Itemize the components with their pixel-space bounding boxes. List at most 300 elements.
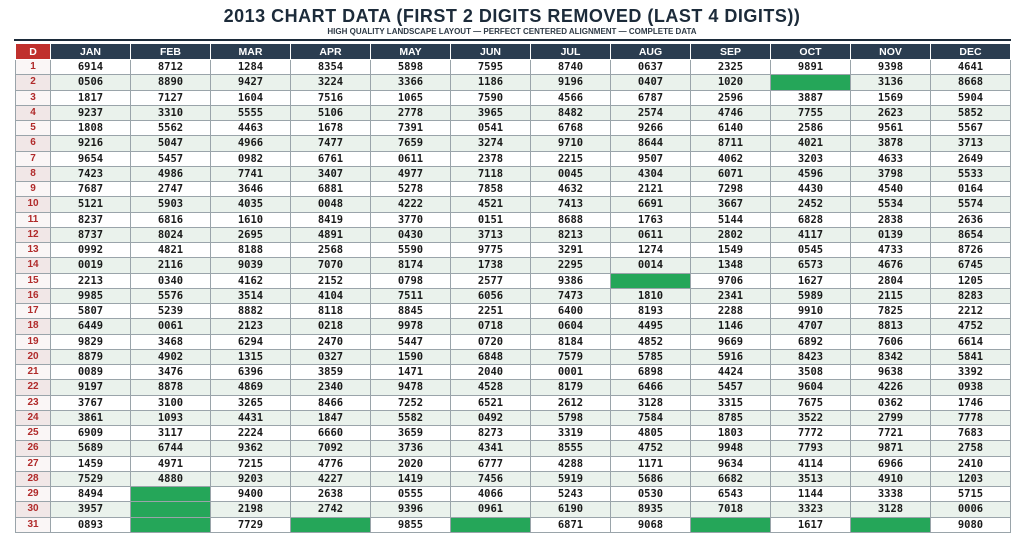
value-cell-may: 3366 xyxy=(371,75,451,90)
table-row xyxy=(16,227,1011,242)
value-cell-sep: 1146 xyxy=(691,319,771,334)
value-cell-mar: 9362 xyxy=(211,441,291,456)
value-cell-apr: 8466 xyxy=(291,395,371,410)
value-cell-nov: 1569 xyxy=(851,90,931,105)
value-cell-jun: 7118 xyxy=(451,166,531,181)
page-title: 2013 CHART DATA (FIRST 2 DIGITS REMOVED (LAST 4 DIGITS)) xyxy=(223,6,801,26)
value-cell-apr: 2152 xyxy=(291,273,371,288)
value-cell-nov: 4733 xyxy=(851,243,931,258)
value-cell-sep: 7298 xyxy=(691,182,771,197)
month-header-apr: APR xyxy=(291,44,371,60)
value-cell-sep: 6543 xyxy=(691,487,771,502)
table-row xyxy=(16,380,1011,395)
day-label: 31 xyxy=(16,517,51,532)
value-cell-jul: 6871 xyxy=(531,517,611,532)
value-cell-apr: 2742 xyxy=(291,502,371,517)
value-cell-aug: 0014 xyxy=(611,258,691,273)
month-header-mar: MAR xyxy=(211,44,291,60)
value-cell-sep: 1549 xyxy=(691,243,771,258)
value-cell-apr: 3407 xyxy=(291,166,371,181)
table-row xyxy=(16,197,1011,212)
value-cell-may: 7252 xyxy=(371,395,451,410)
value-cell-dec: 1203 xyxy=(931,471,1011,486)
value-cell-dec: 7778 xyxy=(931,410,1011,425)
empty-cell-marker xyxy=(451,517,531,532)
value-cell-nov: 2623 xyxy=(851,105,931,120)
value-cell-jul: 8184 xyxy=(531,334,611,349)
value-cell-dec: 5533 xyxy=(931,166,1011,181)
value-cell-feb: 3468 xyxy=(131,334,211,349)
value-cell-aug: 4304 xyxy=(611,166,691,181)
day-label: 23 xyxy=(16,395,51,410)
value-cell-oct: 2452 xyxy=(771,197,851,212)
value-cell-may: 5278 xyxy=(371,182,451,197)
value-cell-mar: 9203 xyxy=(211,471,291,486)
value-cell-jan: 6449 xyxy=(51,319,131,334)
value-cell-dec: 3392 xyxy=(931,365,1011,380)
value-cell-jan: 1459 xyxy=(51,456,131,471)
value-cell-feb: 0340 xyxy=(131,273,211,288)
value-cell-feb: 8878 xyxy=(131,380,211,395)
value-cell-feb: 6816 xyxy=(131,212,211,227)
value-cell-mar: 9427 xyxy=(211,75,291,90)
value-cell-mar: 4035 xyxy=(211,197,291,212)
value-cell-mar: 7729 xyxy=(211,517,291,532)
day-label: 4 xyxy=(16,105,51,120)
value-cell-feb: 8024 xyxy=(131,227,211,242)
value-cell-feb: 4902 xyxy=(131,349,211,364)
value-cell-aug: 2574 xyxy=(611,105,691,120)
value-cell-oct: 3887 xyxy=(771,90,851,105)
value-cell-jul: 9710 xyxy=(531,136,611,151)
value-cell-nov: 3798 xyxy=(851,166,931,181)
value-cell-mar: 1284 xyxy=(211,60,291,75)
value-cell-feb: 1093 xyxy=(131,410,211,425)
value-cell-sep: 2341 xyxy=(691,288,771,303)
value-cell-dec: 5852 xyxy=(931,105,1011,120)
value-cell-jun: 1186 xyxy=(451,75,531,90)
value-cell-aug: 5686 xyxy=(611,471,691,486)
value-cell-mar: 6294 xyxy=(211,334,291,349)
value-cell-nov: 2799 xyxy=(851,410,931,425)
value-cell-jul: 0045 xyxy=(531,166,611,181)
value-cell-oct: 7793 xyxy=(771,441,851,456)
value-cell-sep: 6682 xyxy=(691,471,771,486)
value-cell-may: 5590 xyxy=(371,243,451,258)
day-label: 8 xyxy=(16,166,51,181)
value-cell-jan: 7687 xyxy=(51,182,131,197)
value-cell-aug: 2121 xyxy=(611,182,691,197)
day-label: 27 xyxy=(16,456,51,471)
day-label: 15 xyxy=(16,273,51,288)
value-cell-aug: 9507 xyxy=(611,151,691,166)
value-cell-may: 5898 xyxy=(371,60,451,75)
value-cell-jan: 0893 xyxy=(51,517,131,532)
value-cell-mar: 8188 xyxy=(211,243,291,258)
value-cell-may: 3736 xyxy=(371,441,451,456)
value-cell-jan: 0089 xyxy=(51,365,131,380)
value-cell-mar: 9039 xyxy=(211,258,291,273)
value-cell-may: 8845 xyxy=(371,304,451,319)
value-cell-jul: 7579 xyxy=(531,349,611,364)
value-cell-sep: 9669 xyxy=(691,334,771,349)
value-cell-jun: 6848 xyxy=(451,349,531,364)
day-label: 13 xyxy=(16,243,51,258)
value-cell-may: 8174 xyxy=(371,258,451,273)
value-cell-jun: 7590 xyxy=(451,90,531,105)
value-cell-apr: 3859 xyxy=(291,365,371,380)
month-header-feb: FEB xyxy=(131,44,211,60)
table-row xyxy=(16,121,1011,136)
value-cell-jan: 8737 xyxy=(51,227,131,242)
value-cell-aug: 0407 xyxy=(611,75,691,90)
value-cell-aug: 9266 xyxy=(611,121,691,136)
value-cell-dec: 5904 xyxy=(931,90,1011,105)
value-cell-nov: 4676 xyxy=(851,258,931,273)
value-cell-jul: 5798 xyxy=(531,410,611,425)
value-cell-jan: 8879 xyxy=(51,349,131,364)
value-cell-jun: 2251 xyxy=(451,304,531,319)
value-cell-mar: 7741 xyxy=(211,166,291,181)
value-cell-nov: 2115 xyxy=(851,288,931,303)
value-cell-may: 0798 xyxy=(371,273,451,288)
value-cell-may: 7511 xyxy=(371,288,451,303)
value-cell-dec: 7683 xyxy=(931,426,1011,441)
empty-cell-marker xyxy=(771,75,851,90)
table-body xyxy=(16,60,1011,533)
table-row xyxy=(16,60,1011,75)
value-cell-feb: 5562 xyxy=(131,121,211,136)
value-cell-nov: 7721 xyxy=(851,426,931,441)
value-cell-jan: 5121 xyxy=(51,197,131,212)
value-cell-jul: 5243 xyxy=(531,487,611,502)
value-cell-sep: 1020 xyxy=(691,75,771,90)
value-cell-jul: 8179 xyxy=(531,380,611,395)
value-cell-oct: 3323 xyxy=(771,502,851,517)
value-cell-feb: 0061 xyxy=(131,319,211,334)
day-label: 11 xyxy=(16,212,51,227)
value-cell-oct: 4114 xyxy=(771,456,851,471)
value-cell-dec: 2758 xyxy=(931,441,1011,456)
value-cell-jun: 0151 xyxy=(451,212,531,227)
value-cell-nov: 9561 xyxy=(851,121,931,136)
value-cell-sep: 2288 xyxy=(691,304,771,319)
value-cell-aug: 4495 xyxy=(611,319,691,334)
value-cell-aug: 0611 xyxy=(611,227,691,242)
empty-cell-marker xyxy=(611,273,691,288)
value-cell-jul: 2612 xyxy=(531,395,611,410)
value-cell-oct: 6892 xyxy=(771,334,851,349)
value-cell-aug: 6898 xyxy=(611,365,691,380)
value-cell-sep: 2802 xyxy=(691,227,771,242)
value-cell-apr: 4891 xyxy=(291,227,371,242)
value-cell-sep: 9948 xyxy=(691,441,771,456)
value-cell-may: 1471 xyxy=(371,365,451,380)
day-column-header: D xyxy=(16,44,51,60)
value-cell-apr: 2340 xyxy=(291,380,371,395)
value-cell-aug: 8644 xyxy=(611,136,691,151)
value-cell-sep: 8785 xyxy=(691,410,771,425)
value-cell-nov: 5534 xyxy=(851,197,931,212)
value-cell-oct: 3513 xyxy=(771,471,851,486)
day-label: 17 xyxy=(16,304,51,319)
value-cell-nov: 9871 xyxy=(851,441,931,456)
header-row xyxy=(16,44,1011,60)
value-cell-jan: 7423 xyxy=(51,166,131,181)
table-row xyxy=(16,319,1011,334)
value-cell-mar: 2123 xyxy=(211,319,291,334)
table-row xyxy=(16,75,1011,90)
value-cell-sep: 4424 xyxy=(691,365,771,380)
value-cell-nov: 2804 xyxy=(851,273,931,288)
table-row xyxy=(16,365,1011,380)
value-cell-jan: 9237 xyxy=(51,105,131,120)
table-row xyxy=(16,349,1011,364)
value-cell-apr: 7092 xyxy=(291,441,371,456)
value-cell-oct: 8423 xyxy=(771,349,851,364)
value-cell-jul: 2215 xyxy=(531,151,611,166)
value-cell-jun: 0720 xyxy=(451,334,531,349)
value-cell-jan: 9654 xyxy=(51,151,131,166)
month-header-jun: JUN xyxy=(451,44,531,60)
value-cell-dec: 4641 xyxy=(931,60,1011,75)
value-cell-mar: 2198 xyxy=(211,502,291,517)
value-cell-oct: 4430 xyxy=(771,182,851,197)
value-cell-jan: 9829 xyxy=(51,334,131,349)
value-cell-may: 9855 xyxy=(371,517,451,532)
value-cell-sep: 4746 xyxy=(691,105,771,120)
value-cell-oct: 1144 xyxy=(771,487,851,502)
month-header-nov: NOV xyxy=(851,44,931,60)
value-cell-jan: 0019 xyxy=(51,258,131,273)
value-cell-jun: 6777 xyxy=(451,456,531,471)
value-cell-aug: 6787 xyxy=(611,90,691,105)
value-cell-nov: 0139 xyxy=(851,227,931,242)
value-cell-jul: 9196 xyxy=(531,75,611,90)
value-cell-jul: 4288 xyxy=(531,456,611,471)
value-cell-feb: 2747 xyxy=(131,182,211,197)
value-cell-jan: 1808 xyxy=(51,121,131,136)
value-cell-sep: 8711 xyxy=(691,136,771,151)
table-row xyxy=(16,105,1011,120)
value-cell-nov: 6966 xyxy=(851,456,931,471)
value-cell-dec: 1746 xyxy=(931,395,1011,410)
value-cell-oct: 4596 xyxy=(771,166,851,181)
value-cell-jun: 2577 xyxy=(451,273,531,288)
value-cell-dec: 5715 xyxy=(931,487,1011,502)
value-cell-may: 3659 xyxy=(371,426,451,441)
value-cell-jan: 6914 xyxy=(51,60,131,75)
value-cell-mar: 0982 xyxy=(211,151,291,166)
table-row xyxy=(16,151,1011,166)
day-label: 22 xyxy=(16,380,51,395)
value-cell-jan: 3957 xyxy=(51,502,131,517)
value-cell-jul: 6190 xyxy=(531,502,611,517)
day-label: 7 xyxy=(16,151,51,166)
value-cell-jan: 0506 xyxy=(51,75,131,90)
value-cell-nov: 7825 xyxy=(851,304,931,319)
value-cell-jan: 9197 xyxy=(51,380,131,395)
table-row xyxy=(16,304,1011,319)
value-cell-apr: 3224 xyxy=(291,75,371,90)
value-cell-jan: 0992 xyxy=(51,243,131,258)
day-label: 12 xyxy=(16,227,51,242)
empty-cell-marker xyxy=(131,517,211,532)
table-row xyxy=(16,471,1011,486)
value-cell-aug: 3128 xyxy=(611,395,691,410)
table-row xyxy=(16,395,1011,410)
value-cell-jun: 9775 xyxy=(451,243,531,258)
value-cell-dec: 6745 xyxy=(931,258,1011,273)
value-cell-jan: 7529 xyxy=(51,471,131,486)
month-header-dec: DEC xyxy=(931,44,1011,60)
value-cell-aug: 1171 xyxy=(611,456,691,471)
value-cell-mar: 3265 xyxy=(211,395,291,410)
value-cell-nov: 3878 xyxy=(851,136,931,151)
day-label: 18 xyxy=(16,319,51,334)
value-cell-mar: 8882 xyxy=(211,304,291,319)
value-cell-aug: 8935 xyxy=(611,502,691,517)
empty-cell-marker xyxy=(131,487,211,502)
value-cell-dec: 0164 xyxy=(931,182,1011,197)
value-cell-jan: 6909 xyxy=(51,426,131,441)
day-label: 6 xyxy=(16,136,51,151)
value-cell-mar: 2695 xyxy=(211,227,291,242)
value-cell-mar: 1604 xyxy=(211,90,291,105)
value-cell-may: 9396 xyxy=(371,502,451,517)
value-cell-nov: 2838 xyxy=(851,212,931,227)
empty-cell-marker xyxy=(291,517,371,532)
value-cell-oct: 2586 xyxy=(771,121,851,136)
value-cell-jun: 7858 xyxy=(451,182,531,197)
value-cell-apr: 0327 xyxy=(291,349,371,364)
value-cell-jun: 4066 xyxy=(451,487,531,502)
value-cell-dec: 2410 xyxy=(931,456,1011,471)
value-cell-oct: 3203 xyxy=(771,151,851,166)
value-cell-oct: 7772 xyxy=(771,426,851,441)
value-cell-dec: 5567 xyxy=(931,121,1011,136)
value-cell-may: 0430 xyxy=(371,227,451,242)
value-cell-oct: 4707 xyxy=(771,319,851,334)
value-cell-dec: 4752 xyxy=(931,319,1011,334)
value-cell-jun: 2378 xyxy=(451,151,531,166)
value-cell-may: 1590 xyxy=(371,349,451,364)
value-cell-apr: 6761 xyxy=(291,151,371,166)
value-cell-oct: 9891 xyxy=(771,60,851,75)
value-cell-dec: 2649 xyxy=(931,151,1011,166)
value-cell-feb: 3476 xyxy=(131,365,211,380)
value-cell-apr: 7070 xyxy=(291,258,371,273)
value-cell-sep: 3667 xyxy=(691,197,771,212)
value-cell-sep: 5916 xyxy=(691,349,771,364)
table-row xyxy=(16,334,1011,349)
value-cell-apr: 2470 xyxy=(291,334,371,349)
value-cell-sep: 9706 xyxy=(691,273,771,288)
day-label: 20 xyxy=(16,349,51,364)
value-cell-mar: 4162 xyxy=(211,273,291,288)
value-cell-mar: 3514 xyxy=(211,288,291,303)
value-cell-aug: 4852 xyxy=(611,334,691,349)
value-cell-nov: 8342 xyxy=(851,349,931,364)
value-cell-nov: 9638 xyxy=(851,365,931,380)
value-cell-may: 3770 xyxy=(371,212,451,227)
value-cell-mar: 4966 xyxy=(211,136,291,151)
value-cell-aug: 1810 xyxy=(611,288,691,303)
value-cell-oct: 9604 xyxy=(771,380,851,395)
value-cell-jul: 7473 xyxy=(531,288,611,303)
value-cell-apr: 8354 xyxy=(291,60,371,75)
value-cell-feb: 8712 xyxy=(131,60,211,75)
data-table xyxy=(15,43,1011,533)
value-cell-jun: 3274 xyxy=(451,136,531,151)
table-row xyxy=(16,410,1011,425)
value-cell-feb: 4821 xyxy=(131,243,211,258)
value-cell-mar: 1315 xyxy=(211,349,291,364)
value-cell-nov: 4633 xyxy=(851,151,931,166)
value-cell-apr: 1847 xyxy=(291,410,371,425)
value-cell-feb: 3100 xyxy=(131,395,211,410)
value-cell-dec: 8726 xyxy=(931,243,1011,258)
value-cell-nov: 3338 xyxy=(851,487,931,502)
value-cell-aug: 4805 xyxy=(611,426,691,441)
value-cell-nov: 4910 xyxy=(851,471,931,486)
day-label: 9 xyxy=(16,182,51,197)
day-label: 21 xyxy=(16,365,51,380)
value-cell-nov: 9398 xyxy=(851,60,931,75)
value-cell-sep: 3315 xyxy=(691,395,771,410)
value-cell-mar: 4869 xyxy=(211,380,291,395)
value-cell-apr: 6660 xyxy=(291,426,371,441)
value-cell-apr: 8118 xyxy=(291,304,371,319)
value-cell-jun: 0492 xyxy=(451,410,531,425)
value-cell-oct: 7755 xyxy=(771,105,851,120)
value-cell-feb: 8890 xyxy=(131,75,211,90)
table-row xyxy=(16,258,1011,273)
value-cell-jun: 3713 xyxy=(451,227,531,242)
value-cell-jan: 2213 xyxy=(51,273,131,288)
value-cell-jul: 7413 xyxy=(531,197,611,212)
title-divider xyxy=(14,39,1011,41)
value-cell-jul: 6400 xyxy=(531,304,611,319)
value-cell-nov: 8813 xyxy=(851,319,931,334)
value-cell-mar: 9400 xyxy=(211,487,291,502)
value-cell-may: 0555 xyxy=(371,487,451,502)
value-cell-oct: 0545 xyxy=(771,243,851,258)
value-cell-dec: 6614 xyxy=(931,334,1011,349)
table-row xyxy=(16,456,1011,471)
value-cell-oct: 4021 xyxy=(771,136,851,151)
value-cell-jun: 8273 xyxy=(451,426,531,441)
table-row xyxy=(16,426,1011,441)
value-cell-feb: 3310 xyxy=(131,105,211,120)
value-cell-feb: 6744 xyxy=(131,441,211,456)
value-cell-nov: 7606 xyxy=(851,334,931,349)
table-row xyxy=(16,166,1011,181)
value-cell-jun: 7595 xyxy=(451,60,531,75)
value-cell-jan: 5807 xyxy=(51,304,131,319)
day-label: 14 xyxy=(16,258,51,273)
day-label: 30 xyxy=(16,502,51,517)
value-cell-apr: 6881 xyxy=(291,182,371,197)
value-cell-jun: 7456 xyxy=(451,471,531,486)
value-cell-may: 5447 xyxy=(371,334,451,349)
value-cell-nov: 3128 xyxy=(851,502,931,517)
value-cell-apr: 5106 xyxy=(291,105,371,120)
value-cell-jun: 4341 xyxy=(451,441,531,456)
value-cell-apr: 1678 xyxy=(291,121,371,136)
day-label: 29 xyxy=(16,487,51,502)
value-cell-jul: 0001 xyxy=(531,365,611,380)
